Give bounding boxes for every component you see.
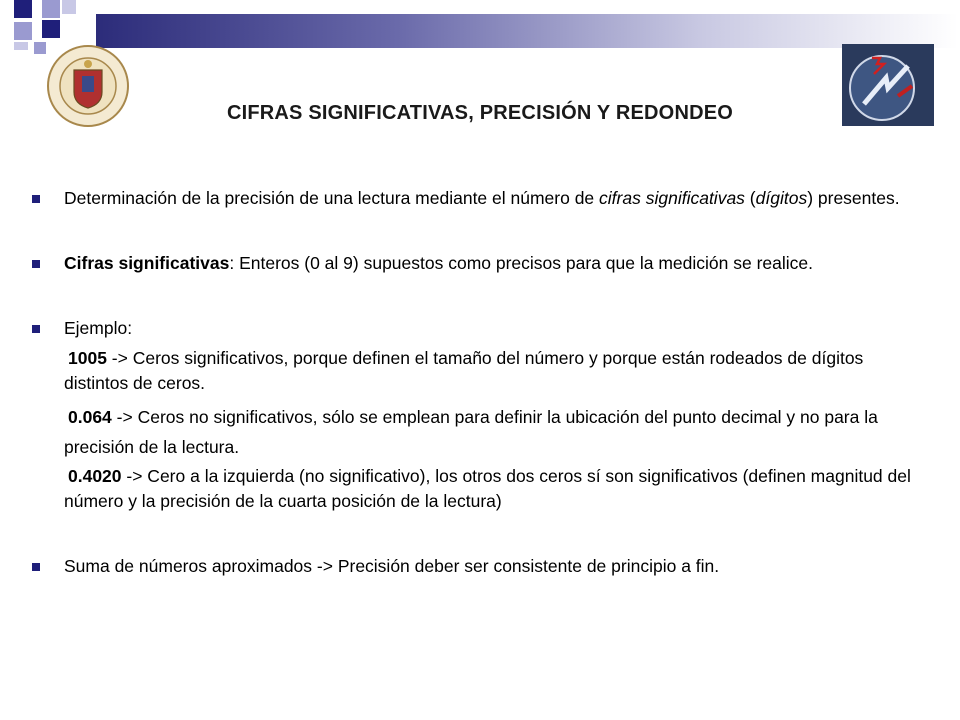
example-number: 0.4020 xyxy=(68,466,122,486)
bullet-text: Suma de números aproximados -> Precisión deber ser consistente de principio a fin. xyxy=(64,556,720,576)
decor-square xyxy=(42,20,60,38)
bullet-item xyxy=(30,186,930,211)
decor-square xyxy=(34,42,46,54)
decor-square xyxy=(14,42,28,50)
example-item xyxy=(30,402,930,462)
bold-term: Cifras significativas xyxy=(64,253,230,273)
bullet-text: Ejemplo: xyxy=(64,318,133,338)
bullet-text: : Enteros (0 al 9) supuestos como precisos para que la medición se realice. xyxy=(229,253,813,273)
bullet-item xyxy=(30,316,930,341)
example-text: -> Cero a la izquierda (no significativo), los otros dos ceros sí son significativos (definen magnitud del número y la precisión de la cuarta posición de la lectura) xyxy=(64,466,911,511)
bullet-item xyxy=(30,251,930,276)
square-bullet-icon xyxy=(32,563,40,571)
example-item xyxy=(30,346,930,396)
square-bullet-icon xyxy=(32,195,40,203)
square-bullet-icon xyxy=(32,260,40,268)
header-gradient-bar xyxy=(96,14,958,48)
bullet-text: Determinación de la precisión de una lectura mediante el número de xyxy=(64,188,600,208)
bullet-item xyxy=(30,554,930,579)
slide-title: CIFRAS SIGNIFICATIVAS, PRECISIÓN Y REDONDEO xyxy=(226,102,734,124)
example-text: -> Ceros no significativos, sólo se emplean para definir la ubicación del punto decimal y no para la precisión de la lectura. xyxy=(64,407,878,457)
bullet-text: ) presentes. xyxy=(807,188,900,208)
example-number: 0.064 xyxy=(68,407,112,427)
example-number: 1005 xyxy=(68,348,107,368)
decor-square xyxy=(42,0,60,18)
example-text: -> Ceros significativos, porque definen el tamaño del número y porque están rodeados de dígitos distintos de ceros. xyxy=(64,348,864,393)
bullet-text: ( xyxy=(744,188,756,208)
emphasis-text: dígitos xyxy=(755,188,808,208)
emphasis-text: cifras significativas xyxy=(599,188,745,208)
example-item xyxy=(30,464,930,514)
decor-square xyxy=(62,0,76,14)
square-bullet-icon xyxy=(32,325,40,333)
decor-square xyxy=(14,22,32,40)
slide-body xyxy=(30,186,930,579)
decor-square xyxy=(14,0,32,18)
